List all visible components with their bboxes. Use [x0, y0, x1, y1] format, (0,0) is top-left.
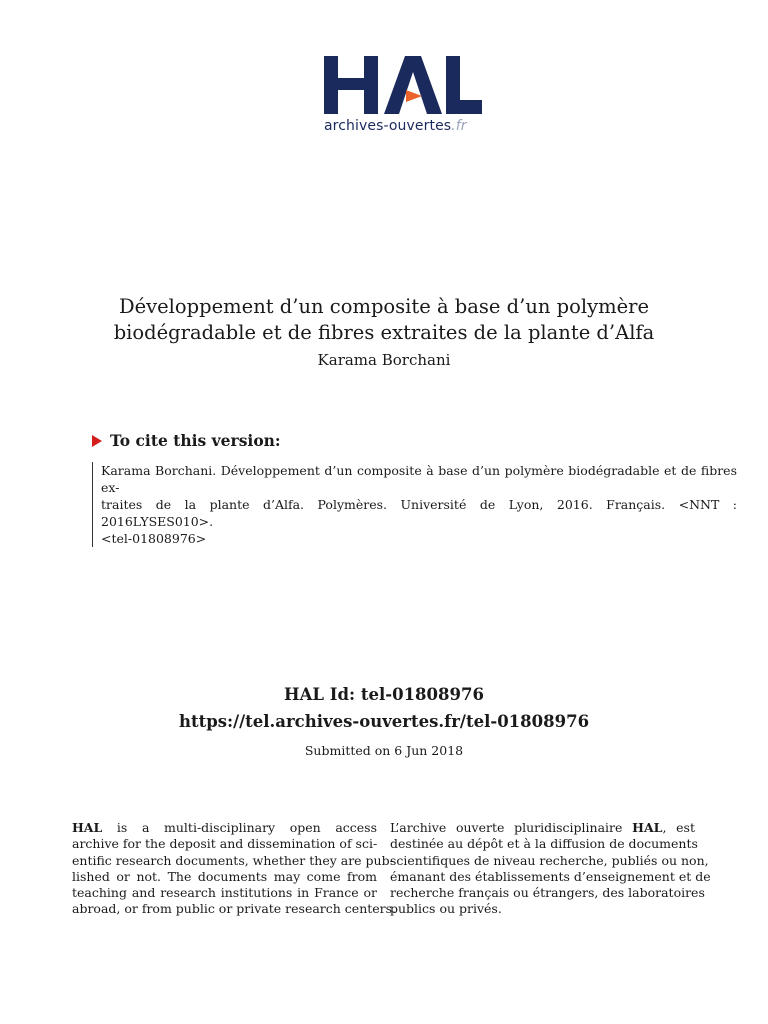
submission-date: Submitted on 6 Jun 2018 [304, 743, 464, 758]
abstract-english [72, 820, 397, 918]
hal-bold-word: HAL [72, 820, 103, 835]
hal-logo [322, 52, 484, 142]
citation-line: traites de la plante d’Alfa. Polymères. Université de Lyon, 2016. Français. <NNT : 2016LYSES010>. [101, 497, 737, 529]
abstract-line: lished or not. The documents may come from [72, 868, 377, 884]
abstract-line: recherche français ou étrangers, des laboratoires [390, 885, 705, 901]
abstract-line: destinée au dépôt et à la diffusion de documents [390, 836, 698, 852]
title-line: biodégradable et de fibres extraites de la plante d’Alfa [113, 321, 655, 344]
title-line: Développement d’un composite à base d’un polymère [118, 295, 650, 318]
hal-bold-word: HAL [632, 820, 663, 835]
abstract-line: abroad, or from public or private research centers. [72, 901, 397, 917]
abstract-line: publics ou privés. [390, 901, 502, 917]
abstract-line: émanant des établissements d’enseignement et de [390, 868, 711, 884]
abstract-line: archive for the deposit and dissemination of sci- [72, 836, 378, 852]
cite-heading [92, 431, 281, 450]
citation-line: Karama Borchani. Développement d’un composite à base d’un polymère biodégradable et de fibres ex- [101, 463, 737, 495]
hal-logo-subtitle: archives-ouvertes.fr [324, 118, 467, 134]
author-name: Karama Borchani [317, 351, 451, 369]
hal-url-link[interactable]: https://tel.archives-ouvertes.fr/tel-01808976 [178, 712, 590, 731]
citation-block [92, 462, 737, 547]
cite-heading-label: To cite this version: [110, 431, 281, 450]
citation-line: <tel-01808976> [101, 531, 207, 546]
abstract-line: L’archive ouverte pluridisciplinaire HAL, est [390, 820, 695, 835]
abstract-line: entific research documents, whether they are pub- [72, 852, 394, 868]
hal-logo-letters [322, 52, 484, 116]
abstract-french [390, 820, 711, 918]
abstract-line: teaching and research institutions in France or [72, 885, 377, 901]
abstract-line: scientifiques de niveau recherche, publiés ou non, [390, 852, 709, 868]
hal-id: HAL Id: tel-01808976 [284, 685, 484, 704]
document-title [40, 294, 728, 346]
abstract-line: HAL is a multi-disciplinary open access [72, 820, 377, 835]
triangle-bullet-icon [92, 435, 102, 447]
